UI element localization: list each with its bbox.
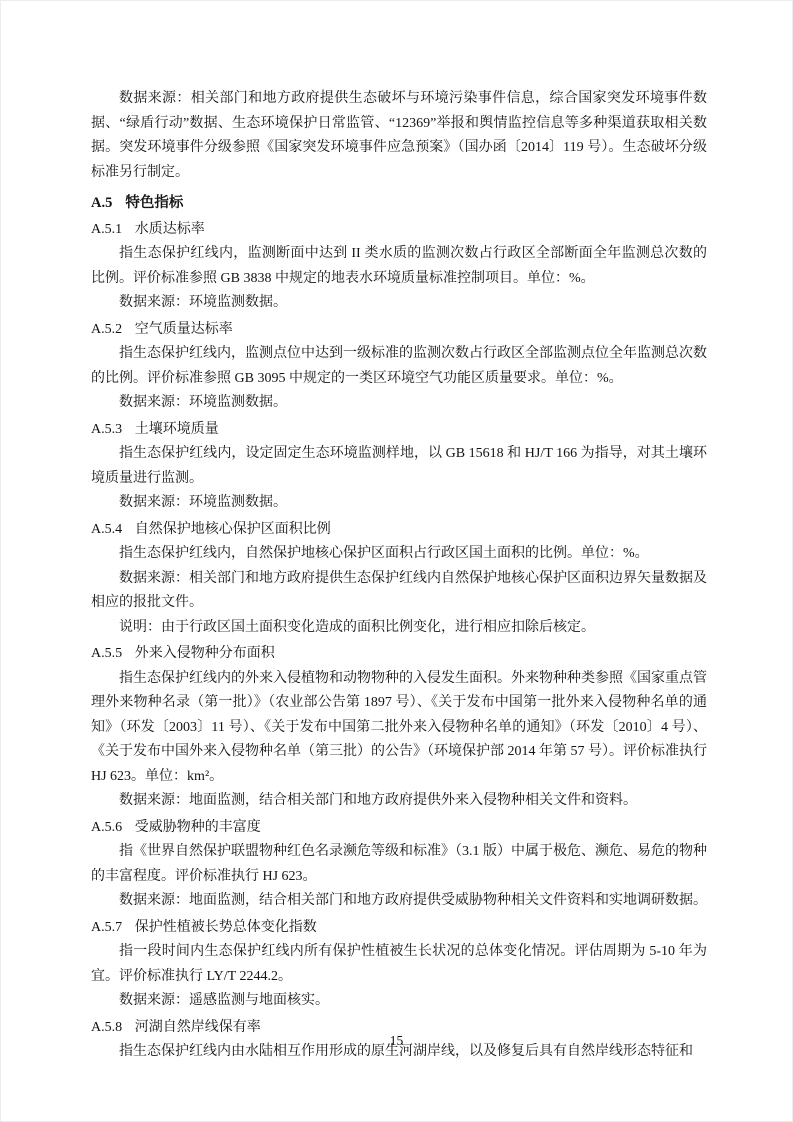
section-heading [91,191,707,216]
subsection-title: 水质达标率 [134,221,205,237]
paragraph: 指生态保护红线内，设定固定生态环境监测样地，以 GB 15618 和 HJ/T 166 为指导，对其土壤环境质量进行监测。 [91,446,707,486]
subsection-heading [91,518,707,543]
subsection-number: A.5.7 [91,919,123,935]
paragraph: 数据来源：环境监测数据。 [119,495,287,510]
subsection-number: A.5.2 [91,321,123,337]
subsection-title: 空气质量达标率 [134,321,233,337]
subsection-title: 自然保护地核心保护区面积比例 [134,521,331,537]
subsection-number: A.5.8 [91,1019,123,1035]
paragraph: 指生态保护红线内由水陆相互作用形成的原生河湖岸线，以及修复后具有自然岸线形态特征和 [119,1044,693,1059]
paragraph: 数据来源：环境监测数据。 [119,295,287,310]
subsection-number: A.5.6 [91,819,123,835]
intro-paragraph: 数据来源：相关部门和地方政府提供生态破坏与环境污染事件信息，综合国家突发环境事件数据、“绿盾行动”数据、生态环境保护日常监管、“12369”举报和舆情监控信息等多种渠道获取相关数据。突发环境事件分级参照《国家突发环境事件应急预案》（国办函〔2014〕119 号）。生态破坏分级标准另行制定。 [91,91,707,180]
subsection-a5-3 [91,418,707,516]
subsection-a5-5 [91,642,707,814]
paragraph: 指《世界自然保护联盟物种红色名录濒危等级和标准》（3.1 版）中属于极危、濒危、易危的物种的丰富程度。评价标准执行 HJ 623。 [91,844,707,884]
paragraph: 指生态保护红线内，监测点位中达到一级标准的监测次数占行政区全部监测点位全年监测总次数的比例。评价标准参照 GB 3095 中规定的一类区环境空气功能区质量要求。单位：%。 [91,346,707,386]
subsection-a5-6 [91,816,707,914]
subsection-title: 土壤环境质量 [134,421,219,437]
paragraph: 数据来源：地面监测，结合相关部门和地方政府提供受威胁物种相关文件资料和实地调研数据。 [119,893,707,908]
paragraph: 指生态保护红线内，监测断面中达到 II 类水质的监测次数占行政区全部断面全年监测总次数的比例。评价标准参照 GB 3838 中规定的地表水环境质量标准控制项目。单位：%。 [91,246,707,286]
section-number: A.5 [91,195,113,211]
paragraph: 数据来源：相关部门和地方政府提供生态保护红线内自然保护地核心保护区面积边界矢量数据及相应的报批文件。 [91,570,707,610]
subsection-number: A.5.4 [91,521,123,537]
subsection-heading [91,418,707,443]
subsection-heading [91,218,707,243]
paragraph: 指生态保护红线内，自然保护地核心保护区面积占行政区国土面积的比例。单位：%。 [119,546,649,561]
subsection-number: A.5.3 [91,421,123,437]
paragraph: 指生态保护红线内的外来入侵植物和动物物种的入侵发生面积。外来物种种类参照《国家重点管理外来物种名录（第一批）》（农业部公告第 1897 号）、《关于发布中国第一批外来入侵物种名单的通知》（环发〔2003〕11 号）、《关于发布中国第二批外来入侵物种名单的通知》（环发〔2010〕4 号）、《关于发布中国外来入侵物种名单（第三批）的公告》（环境保护部 2014 年第 57 号）。评价标准执行 HJ 623。单位：km²。 [91,670,707,784]
subsection-title: 河湖自然岸线保有率 [134,1019,261,1035]
section-title: 特色指标 [125,195,184,211]
subsection-a5-7 [91,916,707,1014]
subsection-title: 保护性植被长势总体变化指数 [134,919,317,935]
subsection-heading [91,816,707,841]
paragraph: 数据来源：环境监测数据。 [119,395,287,410]
subsection-heading [91,916,707,941]
subsection-title: 受威胁物种的丰富度 [134,819,261,835]
paragraph: 说明：由于行政区国土面积变化造成的面积比例变化，进行相应扣除后核定。 [119,619,595,635]
page-number: 15 [389,1032,404,1048]
subsection-heading [91,318,707,343]
subsection-number: A.5.5 [91,646,123,661]
subsection-a5-4 [91,518,707,641]
subsection-number: A.5.1 [91,221,123,237]
subsection-title: 外来入侵物种分布面积 [134,646,275,661]
subsection-a5-2 [91,318,707,416]
paragraph: 数据来源：遥感监测与地面核实。 [119,993,329,1008]
subsection-a5-1 [91,218,707,316]
subsection-heading [91,642,707,667]
paragraph: 数据来源：地面监测，结合相关部门和地方政府提供外来入侵物种相关文件和资料。 [119,793,637,808]
paragraph: 指一段时间内生态保护红线内所有保护性植被生长状况的总体变化情况。评估周期为 5-10 年为宜。评价标准执行 LY/T 2244.2。 [91,944,707,984]
